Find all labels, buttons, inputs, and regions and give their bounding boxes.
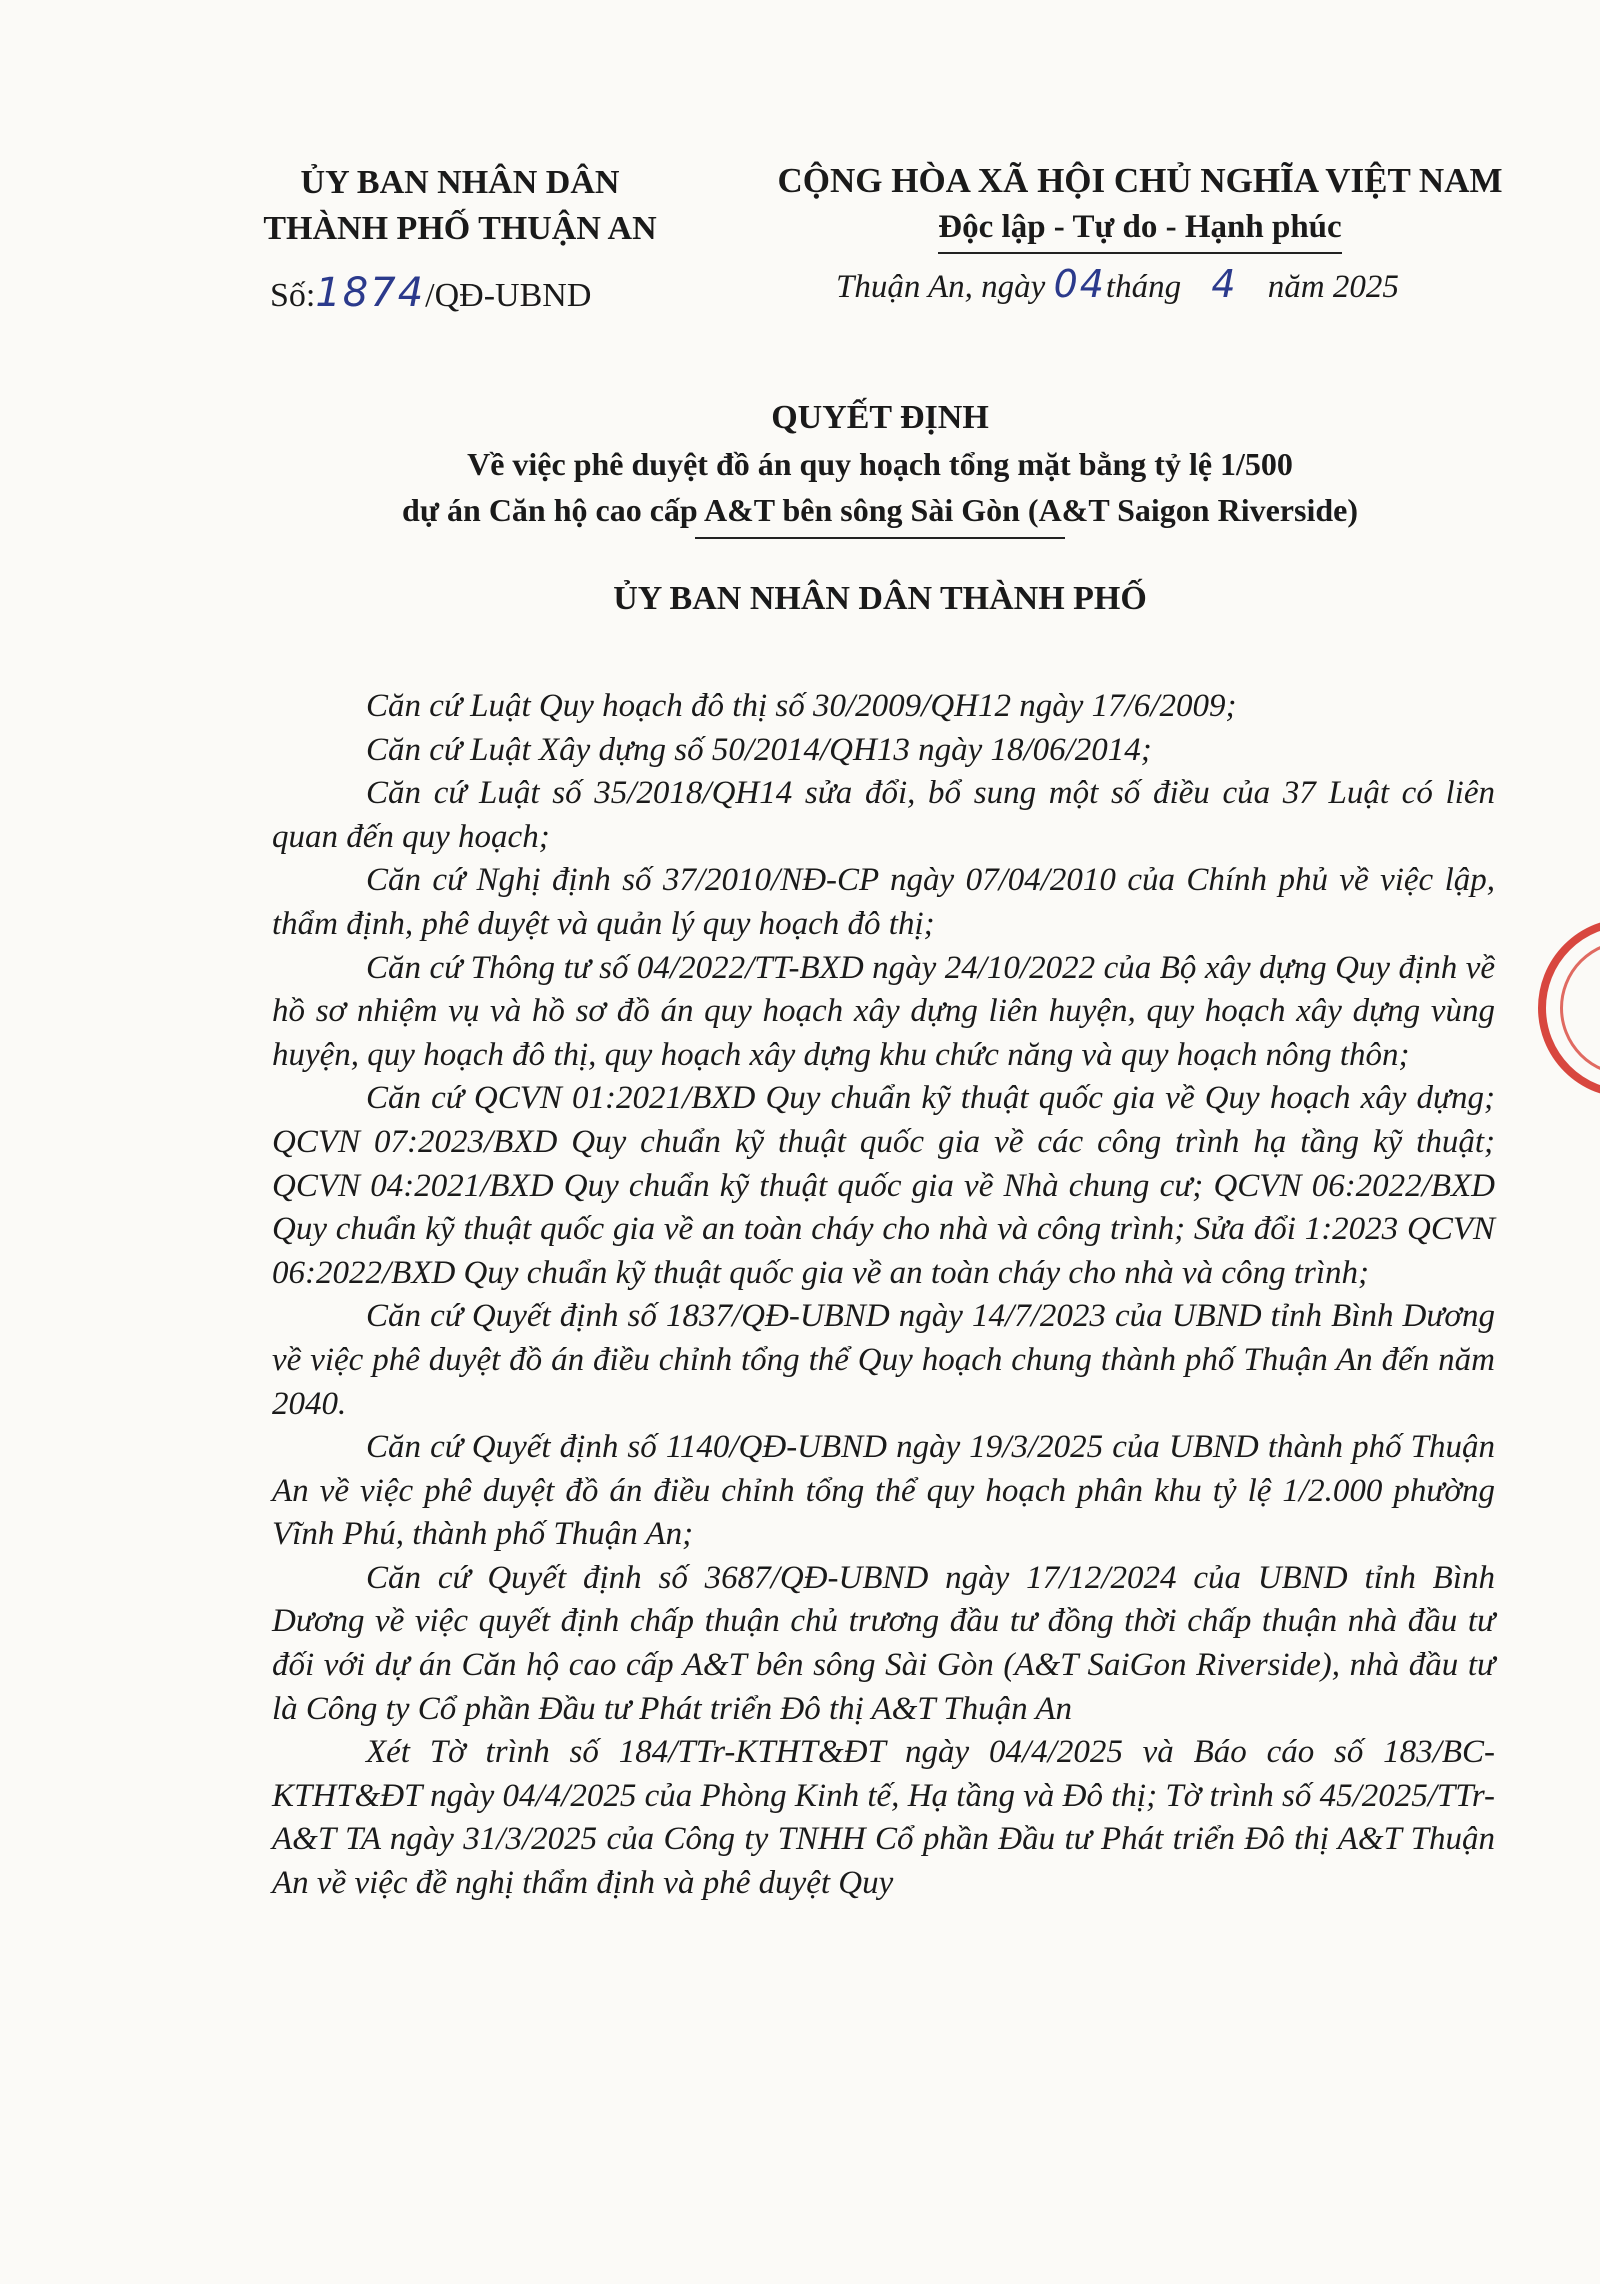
- red-seal-stamp: [1538, 918, 1600, 1098]
- paragraph: Căn cứ Thông tư số 04/2022/TT-BXD ngày 24/10/2022 của Bộ xây dựng Quy định về hồ sơ nhiệm vụ và hồ sơ đồ án quy hoạch xây dựng liên huyện, quy hoạch xây dựng vùng huyện, quy hoạch đô thị, quy hoạch xây dựng khu chức năng và quy hoạch nông thôn;: [272, 949, 1495, 1073]
- doc-type: QUYẾT ĐỊNH: [771, 399, 989, 436]
- year-text: năm 2025: [1267, 269, 1399, 305]
- paragraph: Căn cứ Luật Quy hoạch đô thị số 30/2009/QH12 ngày 17/6/2009;: [366, 688, 1237, 724]
- national-heading: [730, 158, 1550, 254]
- paragraph: Căn cứ QCVN 01:2021/BXD Quy chuẩn kỹ thuật quốc gia về Quy hoạch xây dựng; QCVN 07:2023/BXD Quy chuẩn kỹ thuật quốc gia về các công trình hạ tầng kỹ thuật; QCVN 04:2021/BXD Quy chuẩn kỹ thuật quốc gia về Nhà chung cư; QCVN 06:2022/BXD Quy chuẩn kỹ thuật quốc gia về an toàn cháy cho nhà và công trình; Sửa đổi 1:2023 QCVN 06:2022/BXD Quy chuẩn kỹ thuật quốc gia về an toàn cháy cho nhà và công trình;: [272, 1080, 1495, 1291]
- place-prefix: Thuận An, ngày: [836, 269, 1046, 305]
- issuing-agency: [240, 160, 680, 252]
- paragraph: Xét Tờ trình số 184/TTr-KTHT&ĐT ngày 04/4/2025 và Báo cáo số 183/BC-KTHT&ĐT ngày 04/4/2025 của Phòng Kinh tế, Hạ tầng và Đô thị; Tờ trình số 45/2025/TTr-A&T TA ngày 31/3/2025 của Công ty TNHH Cổ phần Đầu tư Phát triển Đô thị A&T Thuận An về việc đề nghị thẩm định và phê duyệt Quy: [272, 1734, 1495, 1902]
- subject-line-1: Về việc phê duyệt đồ án quy hoạch tổng mặt bằng tỷ lệ 1/500: [467, 446, 1293, 482]
- decision-title: [200, 395, 1560, 539]
- document-number: [270, 270, 591, 316]
- paragraph: Căn cứ Quyết định số 1140/QĐ-UBND ngày 19/3/2025 của UBND thành phố Thuận An về việc phê duyệt đồ án điều chỉnh tổng thể quy hoạch phân khu tỷ lệ 1/2.000 phường Vĩnh Phú, thành phố Thuận An;: [272, 1429, 1495, 1553]
- legal-basis: [272, 685, 1495, 1906]
- paragraph: Căn cứ Luật số 35/2018/QH14 sửa đổi, bổ sung một số điều của 37 Luật có liên quan đến quy hoạch;: [272, 775, 1495, 855]
- paragraph: Căn cứ Nghị định số 37/2010/NĐ-CP ngày 07/04/2010 của Chính phủ về việc lập, thẩm định, phê duyệt và quản lý quy hoạch đô thị;: [272, 862, 1495, 942]
- title-underline: [695, 537, 1065, 539]
- national-motto: Độc lập - Tự do - Hạnh phúc: [938, 204, 1341, 254]
- number-prefix: Số:: [270, 277, 316, 314]
- handwritten-number: 1874: [315, 270, 426, 316]
- place-and-date: [836, 262, 1399, 306]
- paragraph: Căn cứ Quyết định số 3687/QĐ-UBND ngày 17/12/2024 của UBND tỉnh Bình Dương về việc quyết định chấp thuận chủ trương đầu tư đồng thời chấp thuận nhà đầu tư đối với dự án Căn hộ cao cấp A&T bên sông Sài Gòn (A&T SaiGon Riverside), nhà đầu tư là Công ty Cổ phần Đầu tư Phát triển Đô thị A&T Thuận An: [272, 1559, 1495, 1727]
- paragraph: Căn cứ Quyết định số 1837/QĐ-UBND ngày 14/7/2023 của UBND tỉnh Bình Dương về việc phê duyệt đồ án điều chỉnh tổng thể Quy hoạch chung thành phố Thuận An đến năm 2040.: [272, 1298, 1495, 1422]
- seal-inner-ring: [1560, 940, 1600, 1076]
- month-label: tháng: [1105, 269, 1182, 305]
- agency-line-2: THÀNH PHỐ THUẬN AN: [263, 210, 657, 247]
- number-suffix: /QĐ-UBND: [425, 277, 592, 314]
- paragraph: Căn cứ Luật Xây dựng số 50/2014/QH13 ngày 18/06/2014;: [366, 731, 1152, 768]
- agency-line-1: ỦY BAN NHÂN DÂN: [300, 164, 620, 201]
- subject-line-2: dự án Căn hộ cao cấp A&T bên sông Sài Gòn (A&T Saigon Riverside): [402, 492, 1358, 528]
- authority-heading: ỦY BAN NHÂN DÂN THÀNH PHỐ: [613, 580, 1147, 617]
- handwritten-month: 4: [1211, 262, 1238, 306]
- handwritten-day: 04: [1053, 262, 1106, 306]
- nation-name: CỘNG HÒA XÃ HỘI CHỦ NGHĨA VIỆT NAM: [777, 161, 1503, 200]
